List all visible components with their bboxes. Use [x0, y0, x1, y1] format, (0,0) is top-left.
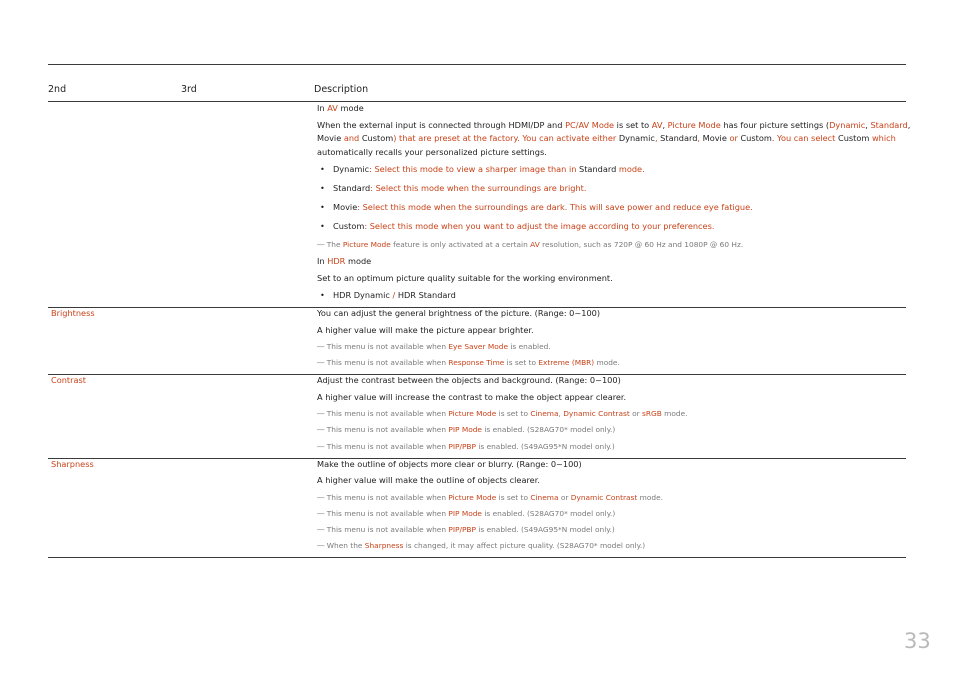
- text-run: Movie: [317, 133, 342, 143]
- highlighted-term: : Select this mode when the surroundings are dark. This will save power and reduce eye fatigue.: [357, 202, 753, 212]
- highlighted-term: Response Time: [448, 358, 505, 367]
- highlighted-term: Dynamic Contrast: [563, 409, 630, 418]
- highlighted-term: Picture Mode: [448, 409, 497, 418]
- text-run: mode: [345, 256, 372, 266]
- picture-mode-note: [317, 238, 743, 251]
- highlighted-term: /: [389, 290, 398, 300]
- sharpness-line1: Make the outline of objects more clear or blurry. (Range: 0~100): [317, 459, 582, 469]
- text-run: Custom: [740, 133, 772, 143]
- highlighted-term: which: [869, 133, 896, 143]
- text-run: ― This menu is not available when: [317, 509, 449, 518]
- sharpness-note1: [317, 491, 663, 504]
- bullet-dot: •: [320, 221, 325, 231]
- text-run: is enabled. (S28AG70* model only.): [481, 509, 616, 518]
- highlighted-term: ,: [697, 133, 703, 143]
- hdr-mode-text: Set to an optimum picture quality suitable for the working environment.: [317, 273, 613, 283]
- bullet-hdr: [333, 289, 456, 302]
- highlighted-term: Dynamic: [829, 120, 866, 130]
- text-run: ― When the: [317, 541, 365, 550]
- highlighted-term: mode.: [616, 164, 645, 174]
- highlighted-term: Picture Mode: [667, 120, 721, 130]
- highlighted-term: : Select this mode when the surroundings are bright.: [370, 183, 587, 193]
- bullet-movie: [333, 201, 753, 214]
- highlighted-term: Cinema: [530, 493, 559, 502]
- page-number: 33: [904, 629, 931, 653]
- text-run: is enabled.: [508, 342, 551, 351]
- text-run: is set to: [496, 493, 531, 502]
- text-run: mode: [337, 103, 364, 113]
- bullet-dot: •: [320, 290, 325, 300]
- text-run: is enabled. (S49AG95*N model only.): [475, 525, 615, 534]
- header-3rd: 3rd: [181, 84, 197, 95]
- text-run: ,: [907, 120, 911, 130]
- highlighted-term: ) that are preset at the factory. You can activate either: [393, 133, 619, 143]
- contrast-note1: [317, 407, 687, 420]
- text-run: Standard: [333, 183, 371, 193]
- highlighted-term: PIP/PBP: [448, 525, 476, 534]
- text-run: ― This menu is not available when: [317, 358, 449, 367]
- highlighted-term: Eye Saver Mode: [448, 342, 508, 351]
- highlighted-term: PIP/PBP: [448, 442, 476, 451]
- highlighted-term: Picture Mode: [448, 493, 497, 502]
- highlighted-term: HDR: [327, 256, 346, 266]
- highlighted-term: Sharpness: [364, 541, 404, 550]
- text-run: is changed, it may affect picture quality. (S28AG70* model only.): [403, 541, 646, 550]
- highlighted-term: Picture Mode: [342, 240, 391, 249]
- highlighted-term: . You can select: [771, 133, 838, 143]
- text-run: In: [317, 256, 328, 266]
- text-run: mode.: [661, 409, 688, 418]
- text-run: ― This menu is not available when: [317, 442, 449, 451]
- contrast-line2: A higher value will increase the contrast to make the object appear clearer.: [317, 392, 627, 402]
- highlighted-term: Cinema: [530, 409, 559, 418]
- highlighted-term: PC/AV Mode: [565, 120, 615, 130]
- header-2nd: 2nd: [48, 84, 67, 95]
- bullet-dot: •: [320, 202, 325, 212]
- highlighted-term: or: [726, 133, 741, 143]
- top-rule: [48, 64, 906, 65]
- highlighted-term: and: [341, 133, 362, 143]
- highlighted-term: Extreme (MBR): [538, 358, 595, 367]
- text-run: is set to: [496, 409, 531, 418]
- text-run: or: [558, 493, 571, 502]
- picture-mode-para-line3: automatically recalls your personalized picture settings.: [317, 147, 547, 157]
- text-run: ,: [558, 409, 564, 418]
- text-run: ,: [865, 120, 871, 130]
- highlighted-term: sRGB: [642, 409, 662, 418]
- contrast-label: Contrast: [51, 375, 86, 385]
- text-run: ― This menu is not available when: [317, 409, 449, 418]
- brightness-label: Brightness: [51, 308, 95, 318]
- text-run: ― This menu is not available when: [317, 425, 449, 434]
- text-run: Custom: [838, 133, 870, 143]
- brightness-line1: You can adjust the general brightness of the picture. (Range: 0~100): [317, 308, 601, 318]
- text-run: In: [317, 103, 328, 113]
- av-mode-heading: [317, 102, 364, 115]
- picture-mode-para-line1: [317, 119, 910, 132]
- text-run: Custom: [361, 133, 394, 143]
- sharpness-label: Sharpness: [51, 459, 94, 469]
- text-run: Movie: [333, 202, 358, 212]
- hdr-mode-heading: [317, 255, 371, 268]
- bullet-dynamic: [333, 163, 645, 176]
- brightness-line2: A higher value will make the picture appear brighter.: [317, 325, 534, 335]
- highlighted-term: AV: [327, 103, 338, 113]
- text-run: ,: [662, 120, 668, 130]
- picture-mode-para-line2: [317, 132, 896, 145]
- text-run: or: [629, 409, 643, 418]
- text-run: ― The: [317, 240, 343, 249]
- sharpness-note4: [317, 539, 645, 552]
- text-run: is set to: [614, 120, 652, 130]
- highlighted-term: Dynamic Contrast: [570, 493, 638, 502]
- highlighted-term: : Select this mode to view a sharper image than in: [369, 164, 580, 174]
- bullet-dot: •: [320, 164, 325, 174]
- highlighted-term: : Select this mode when you want to adjust the image according to your preferences.: [364, 221, 715, 231]
- text-run: is enabled. (S49AG95*N model only.): [475, 442, 615, 451]
- contrast-line1: Adjust the contrast between the objects and background. (Range: 0~100): [317, 375, 621, 385]
- text-run: Standard: [579, 164, 617, 174]
- text-run: Dynamic: [618, 133, 655, 143]
- text-run: resolution, such as 720P @ 60 Hz and 1080P @ 60 Hz.: [539, 240, 744, 249]
- contrast-note2: [317, 423, 615, 436]
- text-run: ― This menu is not available when: [317, 342, 449, 351]
- bullet-dot: •: [320, 183, 325, 193]
- highlighted-term: PIP Mode: [448, 425, 482, 434]
- text-run: mode.: [637, 493, 663, 502]
- text-run: feature is only activated at a certain: [390, 240, 531, 249]
- sharpness-note3: [317, 523, 615, 536]
- contrast-note3: [317, 440, 615, 453]
- highlighted-term: ,: [654, 133, 661, 143]
- text-run: is enabled. (S28AG70* model only.): [481, 425, 616, 434]
- text-run: ― This menu is not available when: [317, 493, 449, 502]
- text-run: When the external input is connected through HDMI/DP and: [317, 120, 566, 130]
- text-run: Movie: [702, 133, 727, 143]
- brightness-note2: [317, 356, 620, 369]
- bottom-rule: [48, 557, 906, 558]
- highlighted-term: PIP Mode: [448, 509, 482, 518]
- text-run: HDR Standard: [397, 290, 456, 300]
- text-run: Dynamic: [333, 164, 370, 174]
- highlighted-term: AV: [651, 120, 663, 130]
- text-run: ― This menu is not available when: [317, 525, 449, 534]
- header-description: Description: [314, 84, 369, 95]
- text-run: mode.: [594, 358, 620, 367]
- sharpness-line2: A higher value will make the outline of objects clearer.: [317, 475, 540, 485]
- header-rule: [48, 101, 906, 102]
- highlighted-term: Standard: [870, 120, 908, 130]
- bullet-standard: [333, 182, 586, 195]
- text-run: Custom: [333, 221, 365, 231]
- text-run: is set to: [504, 358, 539, 367]
- text-run: Standard: [660, 133, 698, 143]
- bullet-custom: [333, 220, 714, 233]
- text-run: HDR Dynamic: [333, 290, 390, 300]
- highlighted-term: AV: [530, 240, 540, 249]
- brightness-note1: [317, 340, 551, 353]
- sharpness-note2: [317, 507, 615, 520]
- text-run: has four picture settings (: [720, 120, 830, 130]
